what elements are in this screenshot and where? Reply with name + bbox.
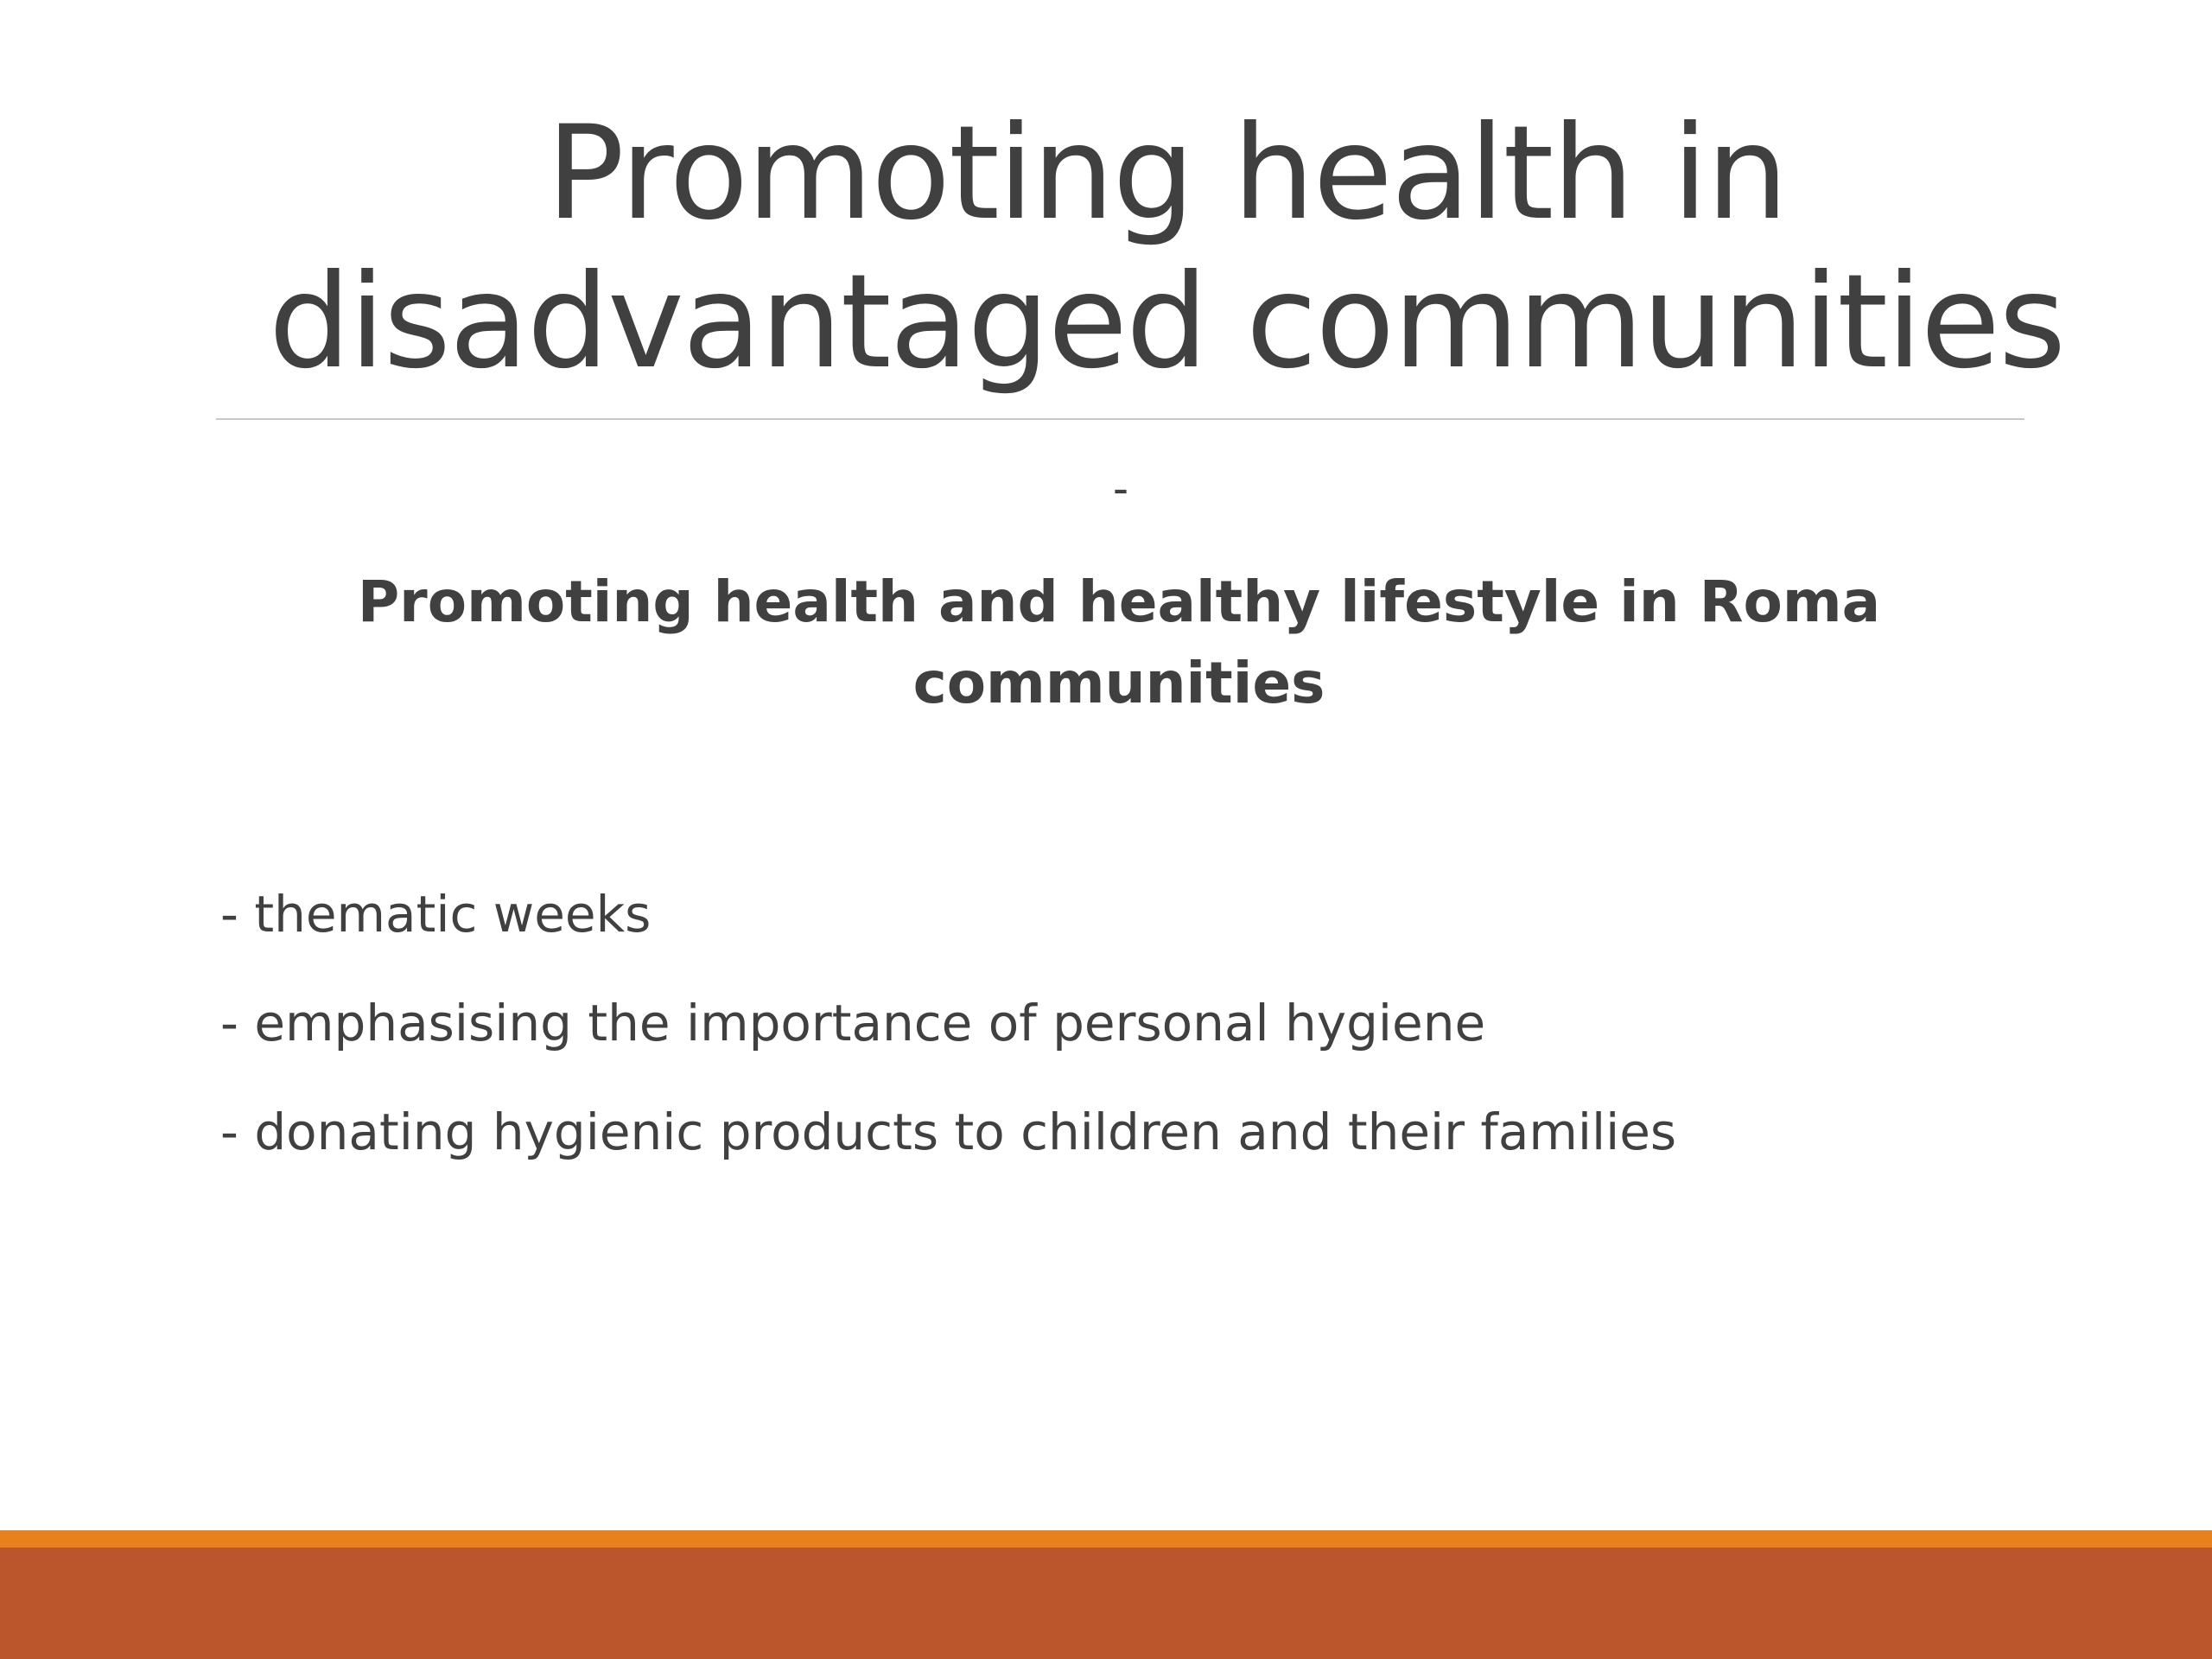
- footer-accent-stripe: [0, 1530, 2212, 1548]
- footer-band: [0, 1548, 2212, 1659]
- bullet-item: - thematic weeks: [220, 885, 652, 944]
- slide-subtitle: [285, 562, 1953, 724]
- bullet-item: - donating hygienic products to children and their families: [220, 1103, 1677, 1161]
- bullet-list: [220, 883, 2035, 1210]
- title-divider: [216, 418, 2024, 420]
- slide-title-line-1: Promoting health in: [546, 99, 1787, 249]
- slide-title-line-2: disadvantaged communities: [268, 247, 2065, 397]
- slide-subtitle-line-1: Promoting health and healthy lifestyle in Roma: [357, 569, 1881, 635]
- bullet-item: - emphasising the importance of personal hygiene: [220, 994, 1486, 1052]
- slide-title: [216, 99, 2117, 397]
- dash-separator: -: [1113, 462, 1128, 514]
- slide-subtitle-line-2: communities: [912, 650, 1325, 716]
